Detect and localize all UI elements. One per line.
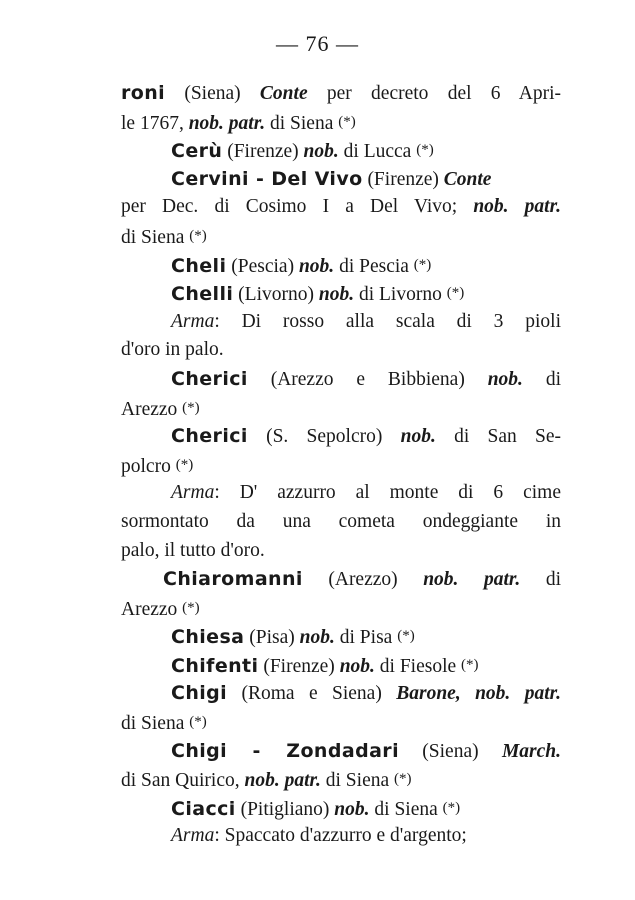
family-name: Chifenti [171,654,259,677]
description: per decreto del 6 Apri- [307,83,561,104]
description: d'oro in palo. [121,339,224,361]
description: di San Quirico, [121,770,245,792]
asterisk-note: (*) [182,599,200,616]
title: nob. [303,141,339,163]
family-name: Chiesa [171,626,245,649]
description: polcro [121,455,176,477]
text-line [121,765,561,794]
description: di San Se- [435,426,561,448]
family-name: Chelli [171,283,234,306]
title: Barone, nob. patr. [396,683,561,705]
text-line [121,479,561,508]
family-name: Cherici [171,425,248,448]
description: di [520,569,561,591]
asterisk-note: (*) [175,456,194,473]
asterisk-note: (*) [182,399,200,416]
origin: (Siena) [165,83,260,104]
description: di [522,368,561,390]
text-line [121,279,561,308]
title: nob. patr. [423,569,521,591]
family-name: Cherici [171,367,248,390]
origin: (Arezzo e Bibbiena) [247,368,488,390]
title: nob. [298,255,335,277]
description: di Siena [121,713,190,735]
arma-label: Arma [171,825,215,847]
description: di Lucca [338,141,417,163]
asterisk-note: (*) [446,285,465,302]
asterisk-note: (*) [416,142,434,159]
title: nob. patr. [244,770,321,792]
description: per Dec. di Cosimo I a Del Vivo; [121,196,474,218]
title: nob. [400,426,436,448]
text-line [121,136,561,165]
description: palo, il tutto d'oro. [121,539,265,561]
description: di Siena [121,226,190,248]
arma-label: Arma [171,482,215,504]
title: nob. [339,655,375,677]
family-name: Chigi [171,682,228,705]
title: Conte [443,168,492,190]
origin: (Firenze) [362,168,444,190]
family-name: Cerù [171,140,223,163]
family-name: Cervini - Del Vivo [171,167,363,190]
text-line [121,79,561,108]
page-number: — 76 — [276,31,359,56]
text-line [121,193,561,222]
family-name: Ciacci [171,797,236,820]
text-line [121,365,561,394]
description: Arezzo [121,398,183,420]
asterisk-note: (*) [189,227,207,244]
text-line [121,251,561,280]
title: nob. [334,798,370,820]
origin: (Pitigliano) [235,798,335,820]
origin: (Firenze) [222,141,304,163]
description: le 1767, [121,112,189,134]
text-line [121,594,561,623]
text-line [121,165,561,194]
family-name: Chigi - Zondadari [171,739,399,762]
origin: (Siena) [398,740,502,762]
text-line [121,508,561,537]
text-line [121,308,561,337]
origin: (Firenze) [258,655,340,677]
origin: (Pescia) [226,255,299,277]
origin: (Livorno) [233,284,319,306]
origin: (Roma e Siena) [227,683,397,705]
asterisk-note: (*) [338,113,356,130]
title: March. [501,740,561,762]
text-line [121,451,561,480]
arma-label: Arma [171,310,215,332]
text-line [121,222,561,251]
description: di Siena [265,112,339,134]
family-name: roni [121,82,166,104]
text-line [121,336,561,365]
title: nob. [299,627,335,649]
text-line [121,422,561,451]
description: : Di rosso alla scala di 3 pioli [214,310,561,332]
text-line [121,394,561,423]
origin: (Pisa) [244,627,300,649]
text-line [121,108,561,137]
text-line [121,651,561,680]
description: di Pescia [334,255,414,277]
origin: (Arezzo) [302,569,424,591]
asterisk-note: (*) [442,799,461,816]
description: di Siena [369,798,443,820]
title: nob. patr. [473,196,561,218]
text-line [121,794,561,823]
description: di Siena [320,770,395,792]
description: di Livorno [354,284,447,306]
text-line [121,708,561,737]
text-line [121,537,561,566]
title: Conte [259,83,308,104]
family-name: Cheli [171,254,227,277]
asterisk-note: (*) [189,714,207,731]
text-line [121,679,561,708]
asterisk-note: (*) [461,656,479,673]
description: di Pisa [334,627,398,649]
text-line [121,622,561,651]
description: : D' azzurro al monte di 6 cime [214,482,561,504]
armorial-text [121,79,561,851]
description: : Spaccato d'azzurro e d'argento; [214,825,467,847]
description: sormontato da una cometa ondeggiante in [121,510,561,532]
title: nob. patr. [188,112,266,134]
origin: (S. Sepolcro) [247,426,401,448]
asterisk-note: (*) [397,628,415,645]
title: nob. [487,368,523,390]
family-name: Chiaromanni [163,568,303,591]
text-line [121,565,561,594]
asterisk-note: (*) [394,771,412,788]
text-line [121,822,561,851]
asterisk-note: (*) [413,256,432,273]
text-line [121,737,561,766]
title: nob. [318,284,355,306]
description: di Fiesole [374,655,462,677]
description: Arezzo [121,598,183,620]
